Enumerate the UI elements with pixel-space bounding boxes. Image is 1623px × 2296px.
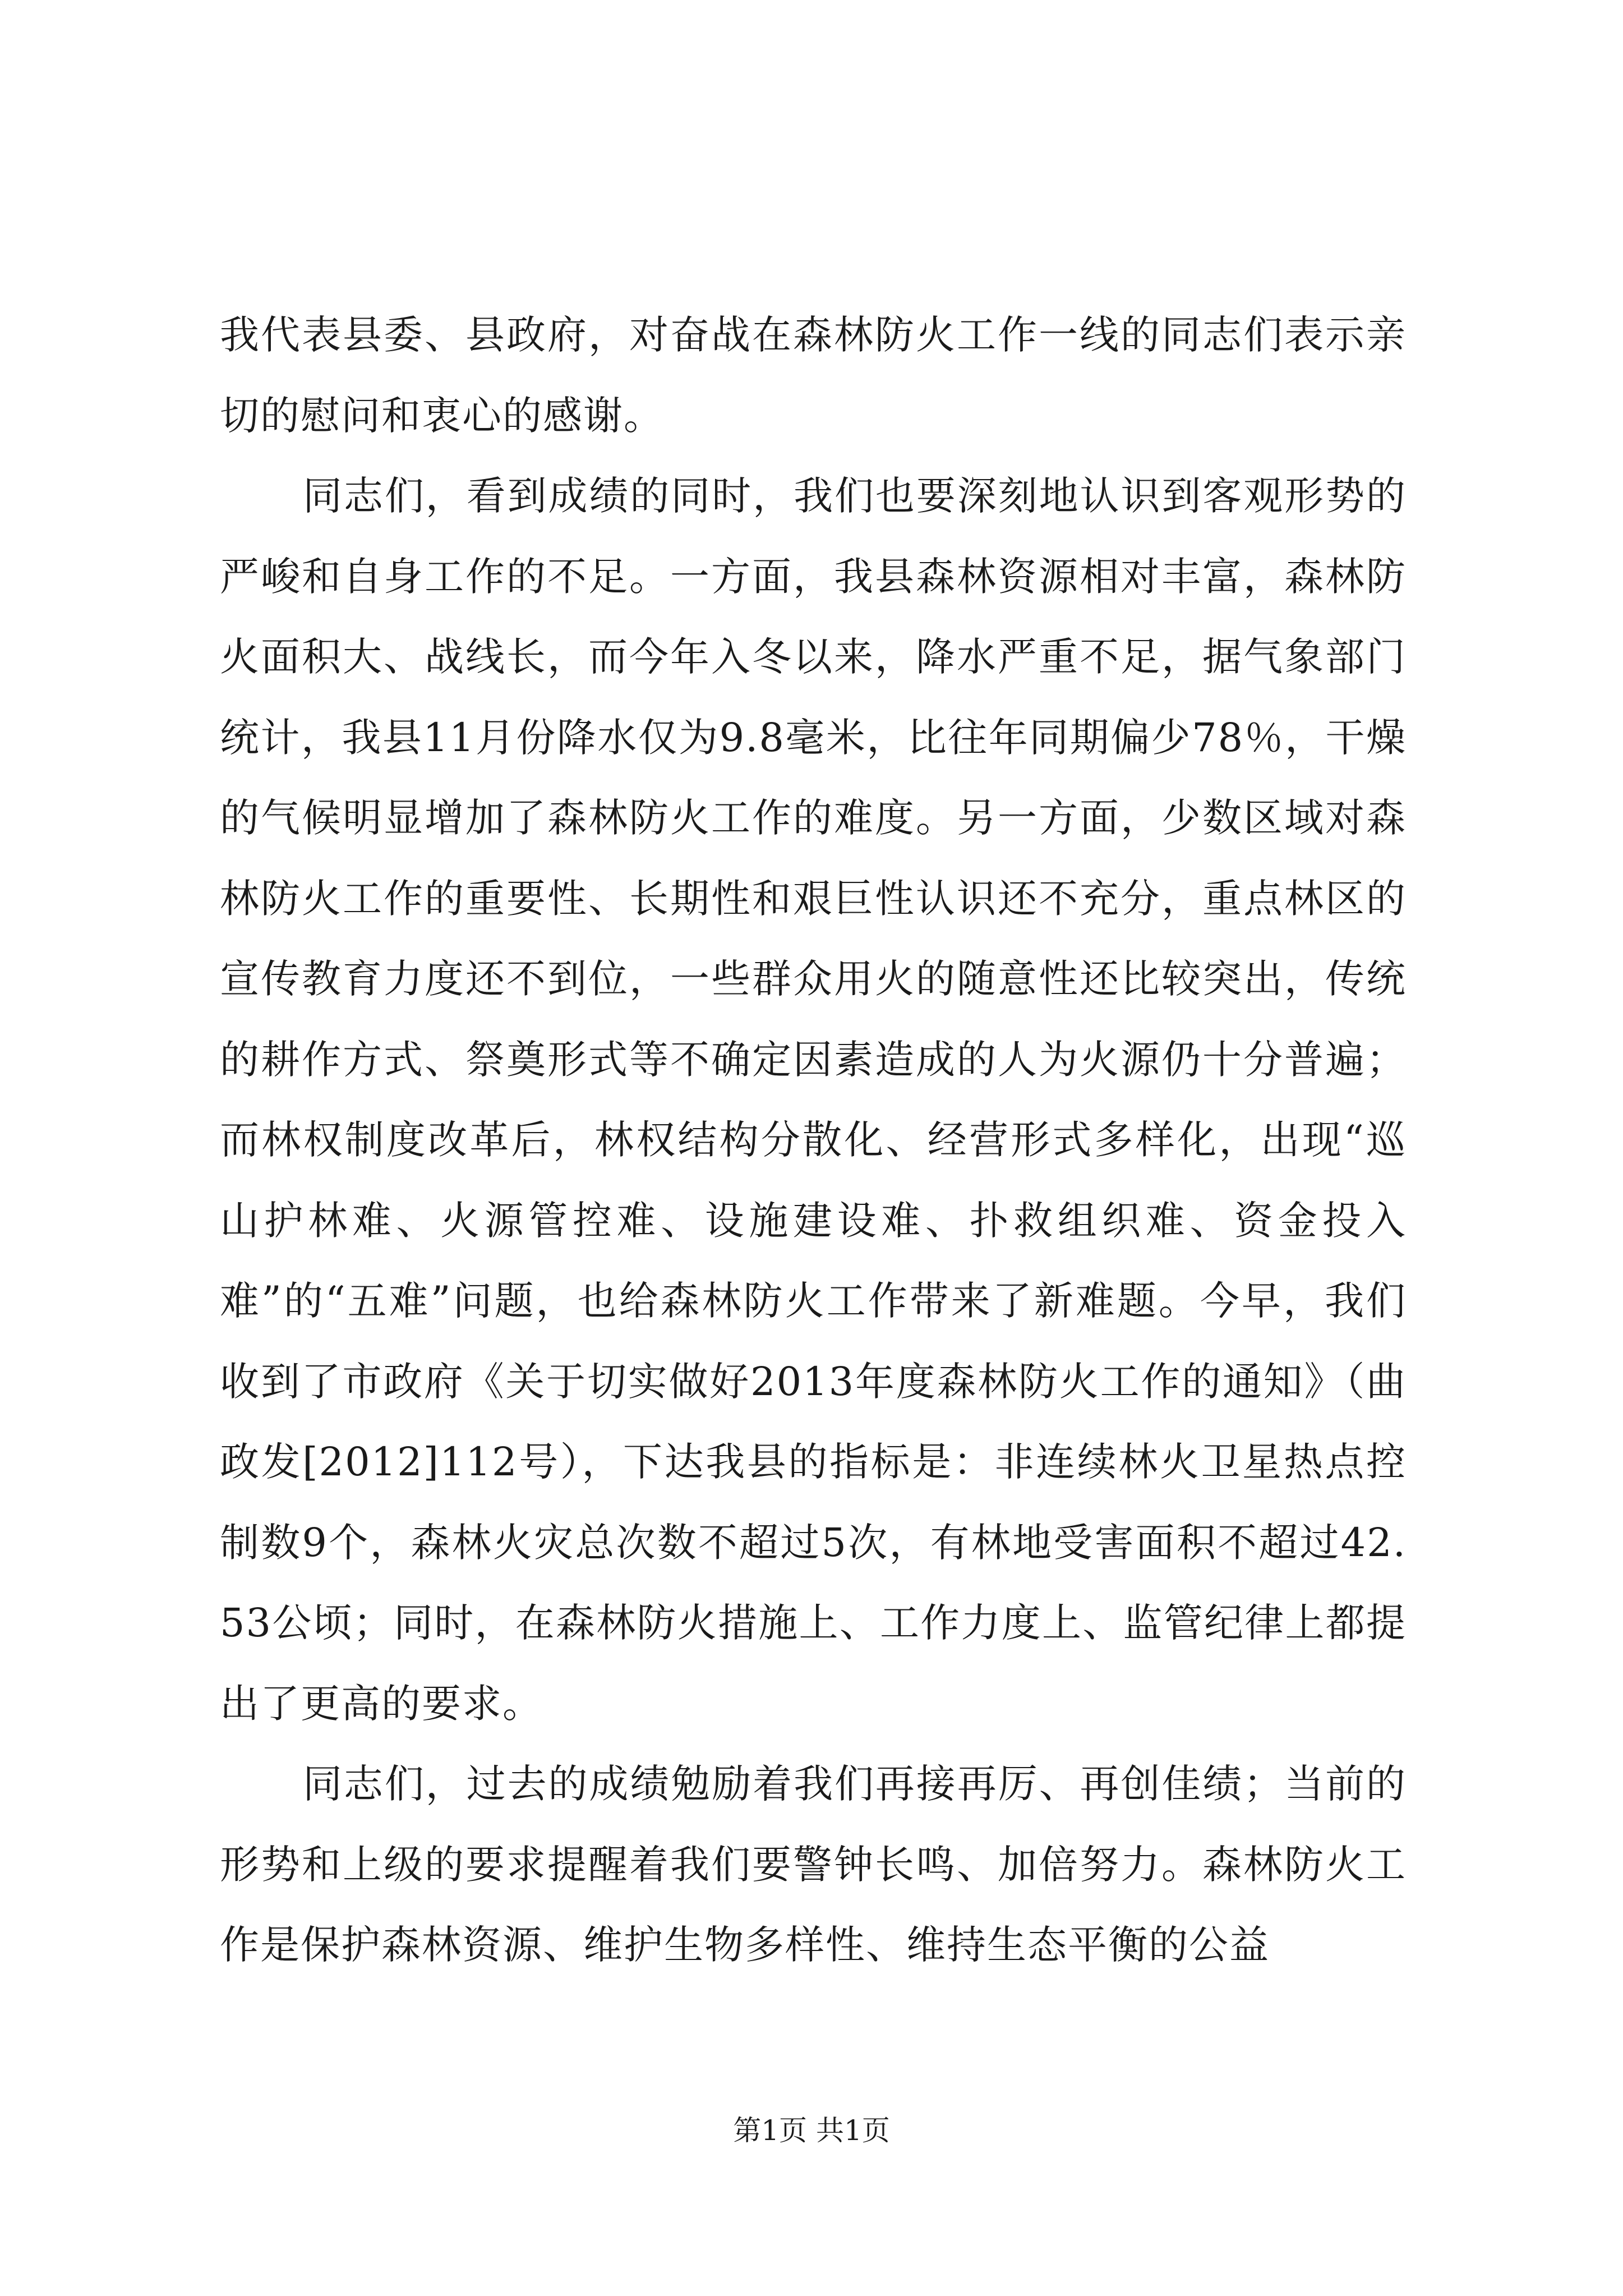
paragraph-1: 我代表县委、县政府，对奋战在森林防火工作一线的同志们表示亲切的慰问和衷心的感谢。	[220, 312, 1407, 439]
document-body	[220, 295, 1407, 1986]
page-footer: 第1页 共1页	[733, 2114, 890, 2147]
paragraph-3: 同志们，过去的成绩勉励着我们再接再厉、再创佳绩；当前的形势和上级的要求提醒着我们要警钟长鸣、加倍努力。森林防火工作是保护森林资源、维护生物多样性、维持生态平衡的公益	[220, 1761, 1407, 1968]
paragraph-2: 同志们，看到成绩的同时，我们也要深刻地认识到客观形势的严峻和自身工作的不足。一方面，我县森林资源相对丰富，森林防火面积大、战线长，而今年入冬以来，降水严重不足，据气象部门统计，我县11月份降水仅为9.8毫米，比往年同期偏少78％，干燥的气候明显增加了森林防火工作的难度。另一方面，少数区域对森林防火工作的重要性、长期性和艰巨性认识还不充分，重点林区的宣传教育力度还不到位，一些群众用火的随意性还比较突出，传统的耕作方式、祭奠形式等不确定因素造成的人为火源仍十分普遍；而林权制度改革后，林权结构分散化、经营形式多样化，出现“巡山护林难、火源管控难、设施建设难、扑救组织难、资金投入难”的“五难”问题，也给森林防火工作带来了新难题。今早，我们收到了市政府《关于切实做好2013年度森林防火工作的通知》（曲政发[2012]112号），下达我县的指标是：非连续林火卫星热点控制数9个，森林火灾总次数不超过5次，有林地受害面积不超过42.53公顷；同时，在森林防火措施上、工作力度上、监管纪律上都提出了更高的要求。	[220, 473, 1407, 1727]
